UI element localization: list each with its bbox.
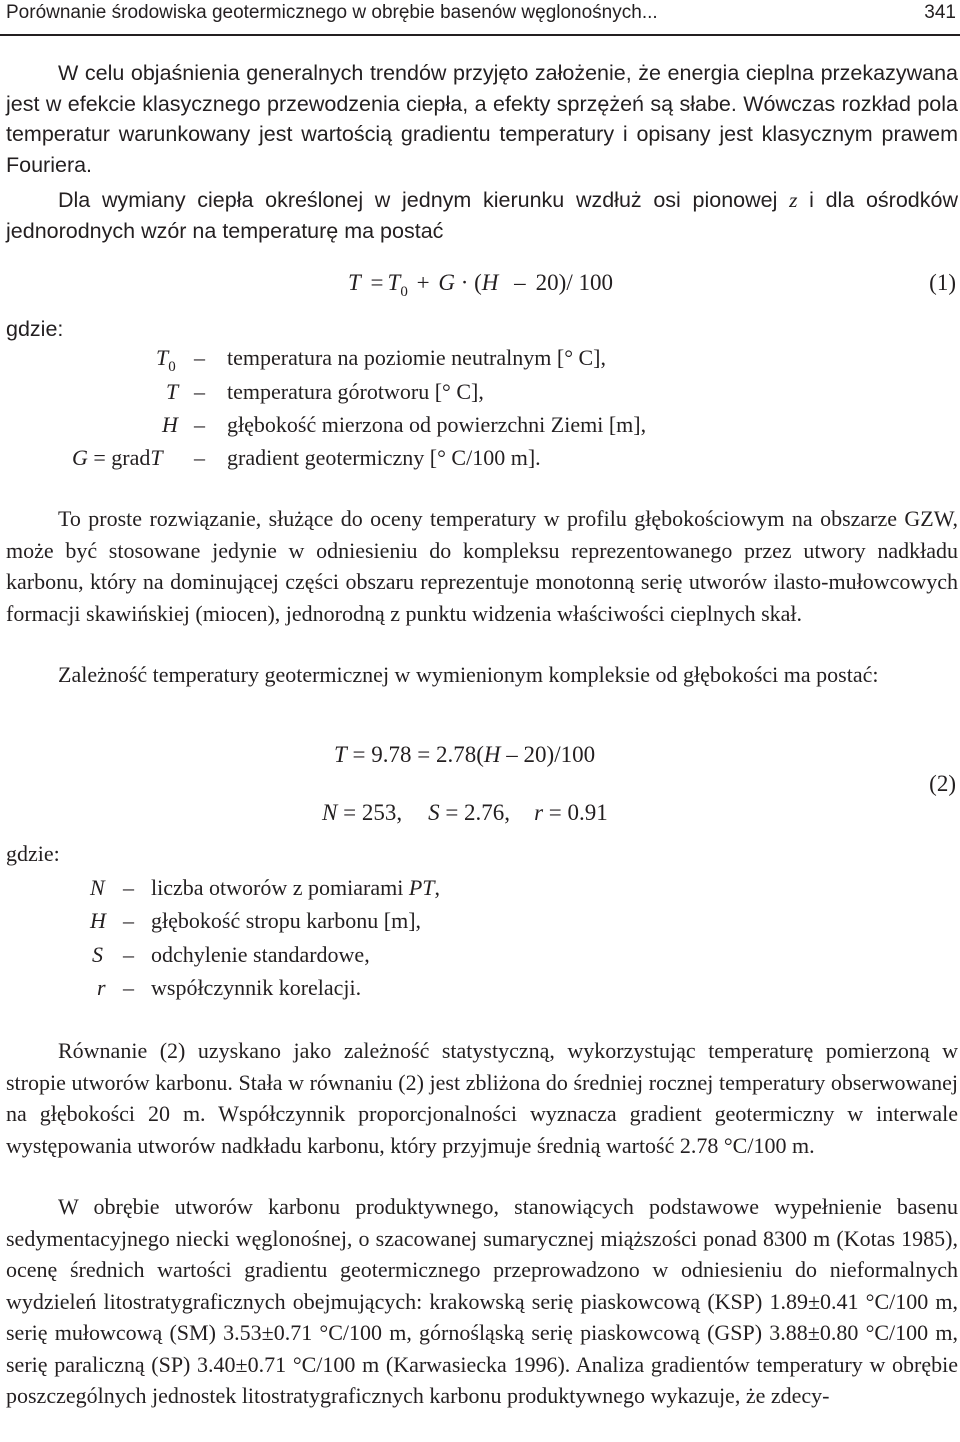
def5-text [151, 875, 440, 901]
def4-text: gradient geotermiczny [° C/100 m]. [227, 445, 541, 470]
equation-2-number: (2) [929, 771, 956, 796]
def4-sym-G: G [72, 445, 88, 470]
eq2-T: T [334, 742, 347, 767]
def1-dash: – [194, 345, 205, 370]
def6-sym-H: H [90, 908, 106, 933]
paragraph-1: W celu objaśnienia generalnych trendów przyjęto założenie, że energia cieplna przekazywana jest w efekcie klasycznego przewodzenia ciepła, a efekty sprzężeń są słabe. Wówczas rozkład pola temperatur warunkowany jest wartością gradientu temperatury i opisany jest klasycznym prawem Fouriera. [6, 61, 958, 177]
def1-text: temperatura na poziomie neutralnym [° C], [227, 345, 606, 370]
axis-variable: z [789, 188, 798, 212]
def8-dash: – [123, 975, 134, 1000]
paragraph-6: W obrębie utworów karbonu produktywnego, stanowiących podstawowe wypełnienie basenu sedymentacyjnego niecki węglonośnej, o szacowanej sumarycznej miąższości ponad 8300 m (Kotas 1985), ocenę średnich wartości gradientu geotermicznego przeprowadzono w odniesieniu do nieformalnych wydzieleń litostratygraficznych obejmujących: krakowską serię piaskowcową (KSP) 1.89±0.41 °C/100 m, serię mułowcową (SM) 3.53±0.71 °C/100 m, górnośląską serię piaskowcową (GSP) 3.88±0.80 °C/100 m, serię paraliczną (SP) 3.40±0.71 °C/100 m (Karwasiecka 1996). Analiza gradientów temperatury w obrębie poszczególnych jednostek litostratygraficznych karbonu produktywnego wykazuje, że zdecy- [6, 1194, 958, 1408]
paragraph-2-end: i dla ośrodków jednorodnych wzór na temperaturę ma postać [6, 188, 958, 243]
def3-dash: – [194, 412, 205, 437]
paragraph-4: Zależność temperatury geotermicznej w wymienionym kompleksie od głębokości ma postać: [58, 662, 879, 687]
eq1-plus: + [416, 270, 430, 295]
def5-text-italic: PT [408, 875, 435, 900]
eq1-dot: · [460, 270, 469, 295]
def3-sym-H: H [162, 412, 178, 437]
equation-2-line-2 [322, 800, 608, 826]
equation-2-line-1 [334, 742, 595, 768]
def1-sym: T [156, 345, 169, 370]
def6-dash: – [123, 908, 134, 933]
eq2-N-val: = 253, [337, 800, 403, 825]
def5-text-main: liczba otworów z pomiarami [151, 875, 409, 900]
eq2-S: S [428, 800, 440, 825]
running-header [0, 0, 960, 36]
equation-1 [348, 270, 613, 300]
def7-sym-S: S [92, 942, 103, 967]
def6-text: głębokość stropu karbonu [m], [151, 908, 422, 933]
def5-sym-N: N [90, 875, 105, 900]
eq2-r-val: = 0.91 [543, 800, 608, 825]
paragraph-5: Równanie (2) uzyskano jako zależność statystyczną, wykorzystując temperaturę pomierzoną w stropie utworów karbonu. Stała w równaniu (2) jest zbliżona do średniej rocznej temperatury obserwowanej na głębokości 20 m. Współczynnik proporcjonalności wyznacza gradient geotermiczny w interwale występowania utworów nadkładu karbonu, który przyjmuje średnią wartość 2.78 °C/100 m. [6, 1038, 958, 1158]
def3-text: głębokość mierzona od powierzchni Ziemi [m], [227, 412, 647, 437]
paragraph-2 [6, 185, 958, 246]
def2-sym-T: T [166, 379, 179, 404]
def2-text: temperatura górotworu [° C], [227, 379, 484, 404]
running-title: Porównanie środowiska geotermicznego w obrębie basenów węglonośnych... [6, 2, 658, 23]
eq2-H: H [483, 742, 501, 767]
gdzie-label-2: gdzie: [6, 841, 60, 866]
def4-dash: – [194, 445, 205, 470]
def4-sym-T: T [150, 445, 163, 470]
eq2-r: r [534, 800, 544, 825]
eq1-lparen: ( [474, 270, 482, 295]
paragraph-3: To proste rozwiązanie, służące do oceny temperatury w profilu głębokościowym na obszarze GZW, może być stosowane jedynie w odniesieniu do kompleksu reprezentowanego przez utwory nadkładu karbonu, który na dominującej części obszaru reprezentuje monotonną serię utworów ilasto-mułowcowych formacji skawińskiej (miocen), jednorodną z punktu widzenia właściwości cieplnych skał. [6, 506, 958, 626]
eq1-T0: T [387, 270, 401, 295]
gdzie-label-1: gdzie: [6, 317, 64, 341]
eq1-rest: 20)/ 100 [535, 270, 613, 295]
def4-sym-grad [72, 445, 163, 471]
eq1-G: G [438, 270, 455, 295]
def4-sym-mid: = grad [87, 445, 151, 470]
paragraph-2-text: Dla wymiany ciepła określonej w jednym kierunku wzdłuż osi pionowej [58, 188, 778, 212]
def1-sym-T0 [156, 345, 176, 375]
def8-text: współczynnik korelacji. [151, 975, 362, 1000]
eq1-T0-sub: 0 [400, 284, 408, 300]
equation-1-number: (1) [929, 270, 956, 295]
eq1-H: H [481, 270, 499, 295]
eq2-end: – 20)/100 [500, 742, 596, 767]
def2-dash: – [194, 379, 205, 404]
eq2-S-val: = 2.76, [439, 800, 511, 825]
page-number: 341 [924, 2, 956, 23]
eq1-minus: – [514, 270, 526, 295]
def8-sym-r: r [97, 975, 106, 1000]
def5-dash: – [123, 875, 134, 900]
eq2-mid: = 9.78 = 2.78( [346, 742, 484, 767]
def7-text: odchylenie standardowe, [151, 942, 370, 967]
eq1-equals: = [370, 270, 384, 295]
def1-sub: 0 [168, 359, 176, 375]
def7-dash: – [123, 942, 134, 967]
def5-text-end: , [434, 875, 440, 900]
eq1-T: T [348, 270, 361, 295]
eq2-N: N [322, 800, 338, 825]
